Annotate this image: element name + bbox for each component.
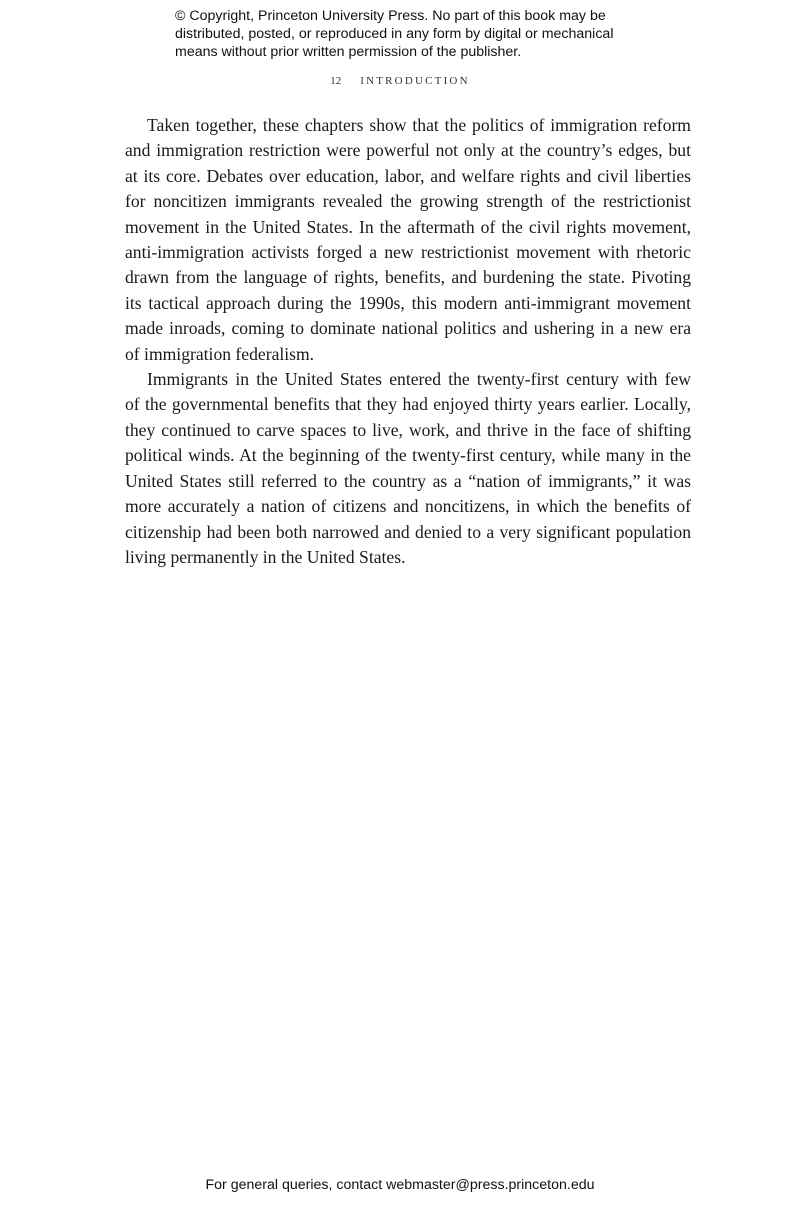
copyright-line: means without prior written permission of the publisher. bbox=[175, 44, 522, 60]
text-line: its tactical approach during the 1990s, this modern anti-immigrant movement bbox=[125, 292, 691, 313]
text-line: of immigration federalism. bbox=[125, 343, 315, 364]
text-line: they continued to carve spaces to live, work, and thrive in the face of shifting bbox=[125, 419, 691, 440]
text-line: of the governmental benefits that they had enjoyed thirty years earlier. Locally, bbox=[125, 394, 691, 415]
paragraph bbox=[125, 367, 691, 570]
text-line: political winds. At the beginning of the twenty-first century, while many in the bbox=[125, 445, 691, 466]
copyright-notice bbox=[175, 7, 613, 61]
text-line: Immigrants in the United States entered the twenty-first century with few bbox=[147, 369, 691, 390]
body-text bbox=[125, 113, 691, 570]
text-line: drawn from the language of rights, benefits, and burdening the state. Pivoting bbox=[125, 267, 691, 288]
text-line: more accurately a nation of citizens and noncitizens, in which the benefits of bbox=[125, 496, 691, 517]
section-title: INTRODUCTION bbox=[360, 75, 470, 87]
text-line: citizenship had been both narrowed and denied to a very significant population bbox=[125, 521, 691, 542]
footer-contact: For general queries, contact webmaster@press.princeton.edu bbox=[205, 1177, 595, 1193]
text-line: for noncitizen immigrants revealed the growing strength of the restrictionist bbox=[125, 191, 691, 212]
running-head bbox=[0, 75, 800, 87]
text-line: living permanently in the United States. bbox=[125, 546, 406, 567]
page-number: 12 bbox=[330, 75, 342, 87]
text-line: United States still referred to the country as a “nation of immigrants,” it was bbox=[125, 470, 691, 491]
text-line: Taken together, these chapters show that the politics of immigration reform bbox=[147, 115, 691, 135]
copyright-line: © Copyright, Princeton University Press. No part of this book may be bbox=[175, 8, 606, 24]
text-line: made inroads, coming to dominate national politics and ushering in a new era bbox=[125, 318, 691, 339]
paragraph bbox=[125, 113, 691, 367]
text-line: at its core. Debates over education, labor, and welfare rights and civil liberties bbox=[125, 165, 691, 186]
text-line: and immigration restriction were powerful not only at the country’s edges, but bbox=[125, 140, 691, 161]
copyright-line: distributed, posted, or reproduced in any form by digital or mechanical bbox=[175, 26, 614, 42]
text-line: movement in the United States. In the aftermath of the civil rights movement, bbox=[125, 216, 691, 237]
text-line: anti-immigration activists forged a new restrictionist movement with rhetoric bbox=[125, 242, 691, 263]
